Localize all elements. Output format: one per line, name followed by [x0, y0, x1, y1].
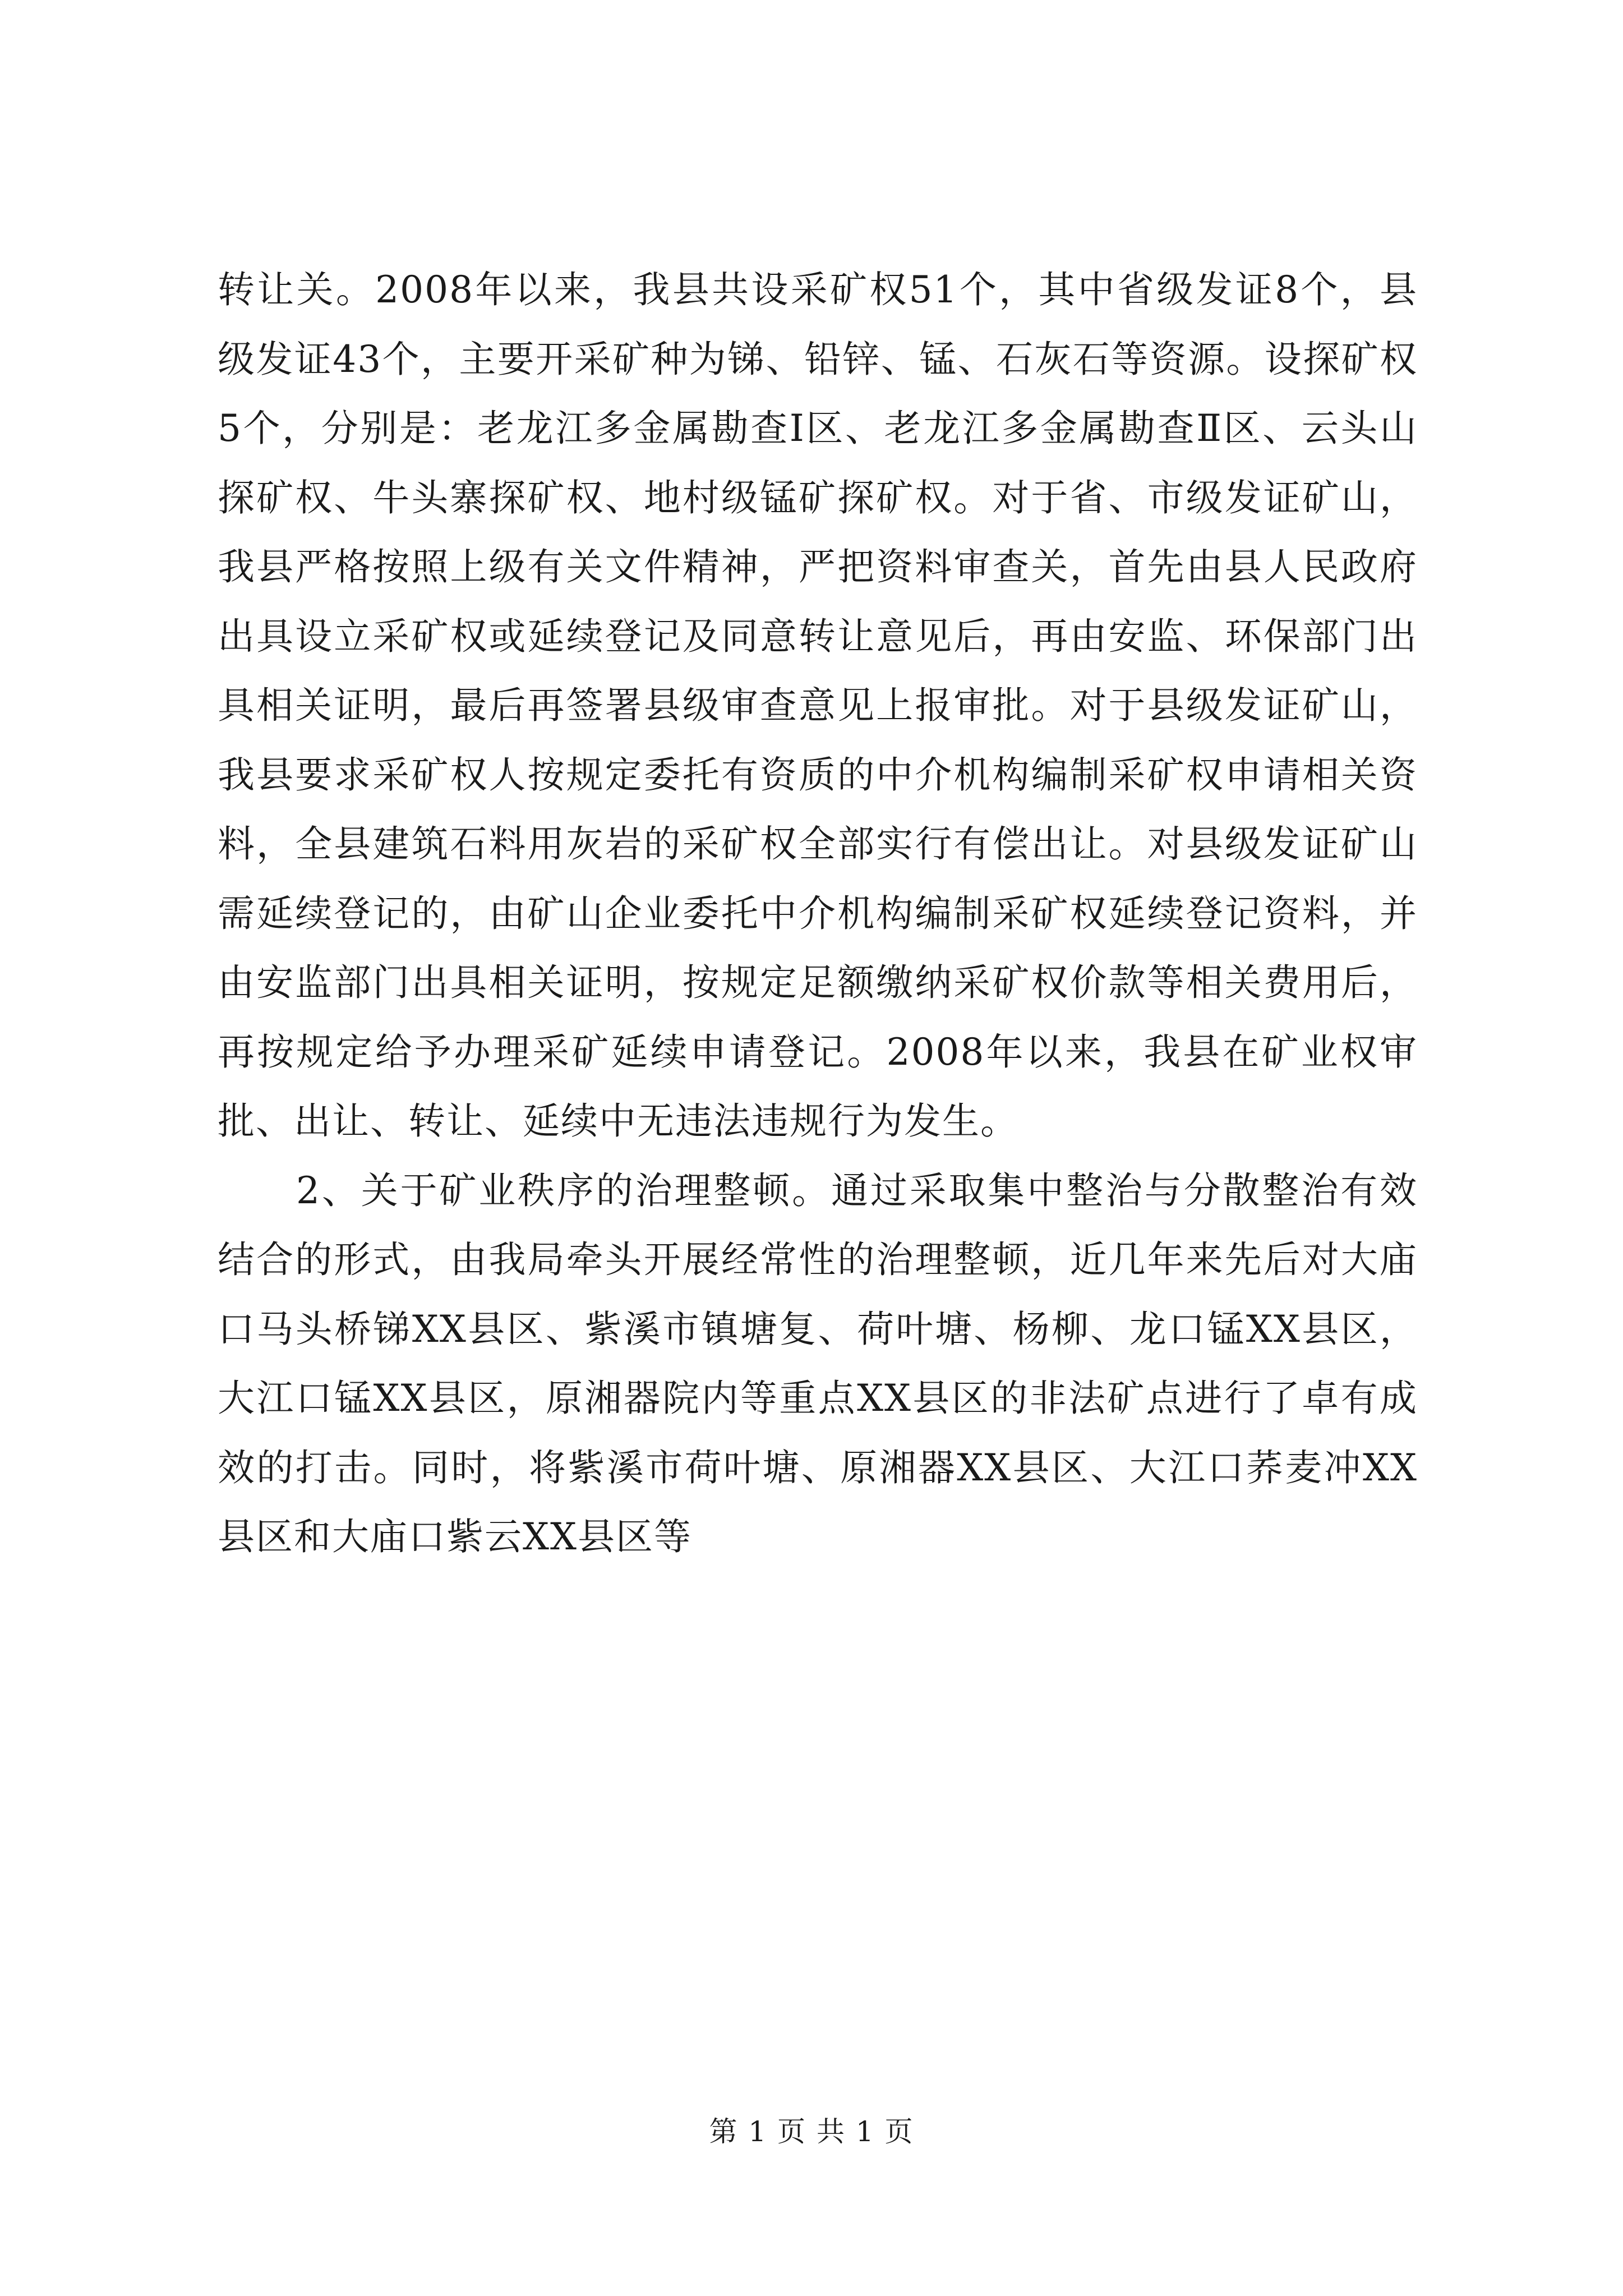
paragraph-1: 转让关。2008年以来，我县共设采矿权51个，其中省级发证8个，县级发证43个，主要开采矿种为锑、铅锌、锰、石灰石等资源。设探矿权5个，分别是：老龙江多金属勘查Ⅰ区、老龙江多金属勘查Ⅱ区、云头山探矿权、牛头寨探矿权、地村级锰矿探矿权。对于省、市级发证矿山，我县严格按照上级有关文件精神，严把资料审查关，首先由县人民政府出具设立采矿权或延续登记及同意转让意见后，再由安监、环保部门出具相关证明，最后再签署县级审查意见上报审批。对于县级发证矿山，我县要求采矿权人按规定委托有资质的中介机构编制采矿权申请相关资料，全县建筑石料用灰岩的采矿权全部实行有偿出让。对县级发证矿山需延续登记的，由矿山企业委托中介机构编制采矿权延续登记资料，并由安监部门出具相关证明，按规定足额缴纳采矿权价款等相关费用后，再按规定给予办理采矿延续申请登记。2008年以来，我县在矿业权审批、出让、转让、延续中无违法违规行为发生。 [218, 268, 1418, 1143]
page-footer: 第 1 页 共 1 页 [709, 2115, 914, 2148]
document-body [218, 255, 1418, 1572]
paragraph-2: 2、关于矿业秩序的治理整顿。通过采取集中整治与分散整治有效结合的形式，由我局牵头开展经常性的治理整顿，近几年来先后对大庙口马头桥锑XX县区、紫溪市镇塘复、荷叶塘、杨柳、龙口锰XX县区，大江口锰XX县区，原湘器院内等重点XX县区的非法矿点进行了卓有成效的打击。同时，将紫溪市荷叶塘、原湘器XX县区、大江口荞麦冲XX县区和大庙口紫云XX县区等 [218, 1168, 1418, 1558]
